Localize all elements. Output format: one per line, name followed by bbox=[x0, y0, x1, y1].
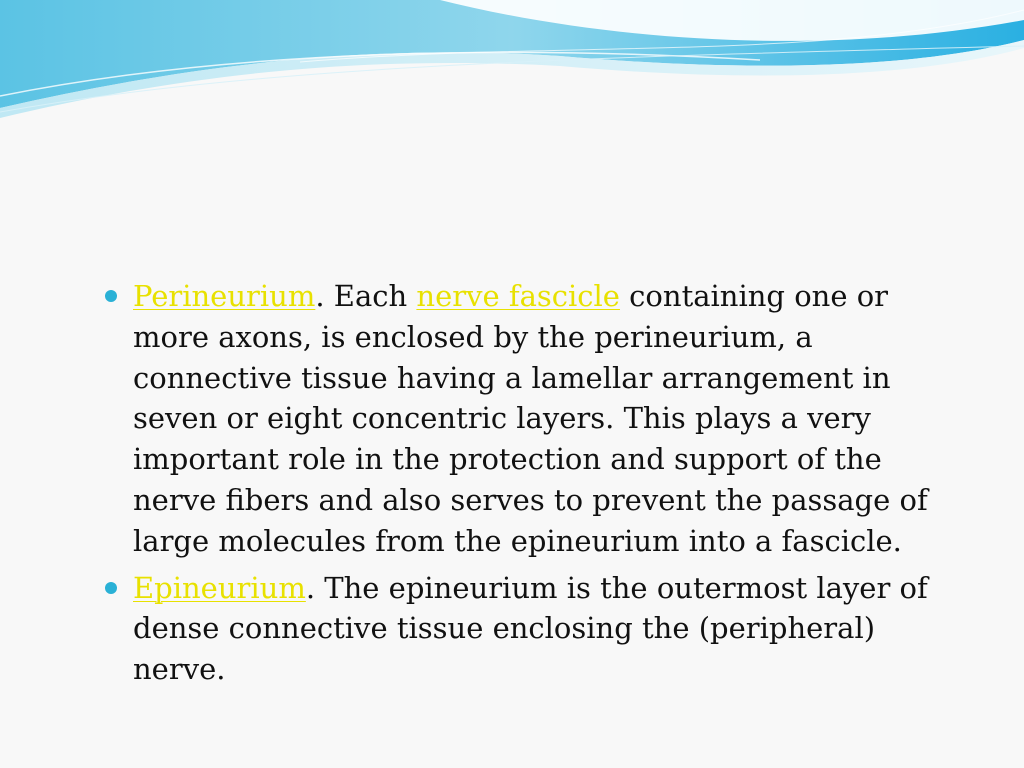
header-wave-decoration bbox=[0, 0, 1024, 130]
nerve-fascicle-link[interactable]: nerve fascicle bbox=[416, 279, 620, 313]
perineurium-link[interactable]: Perineurium bbox=[133, 279, 316, 313]
bullet-text: . The epineurium is the outermost layer of dense connective tissue enclosing the (peripheral) nerve. bbox=[133, 570, 928, 687]
bullet-list bbox=[104, 276, 934, 696]
list-item-epineurium bbox=[104, 568, 934, 690]
bullet-text-fragment: . Each bbox=[315, 279, 417, 313]
bullet-icon bbox=[105, 290, 117, 302]
list-item-perineurium bbox=[104, 276, 934, 562]
epineurium-link[interactable]: Epineurium bbox=[133, 570, 306, 605]
bullet-icon bbox=[105, 582, 117, 594]
bullet-text: containing one or more axons, is enclosed by the perineurium, a connective tissue having a lamellar arrangement in seven or eight concentric layers. This plays a very important role in the protection and support of the nerve fibers and also serves to prevent the passage of large molecules from the epineurium into a fascicle. bbox=[133, 279, 928, 558]
